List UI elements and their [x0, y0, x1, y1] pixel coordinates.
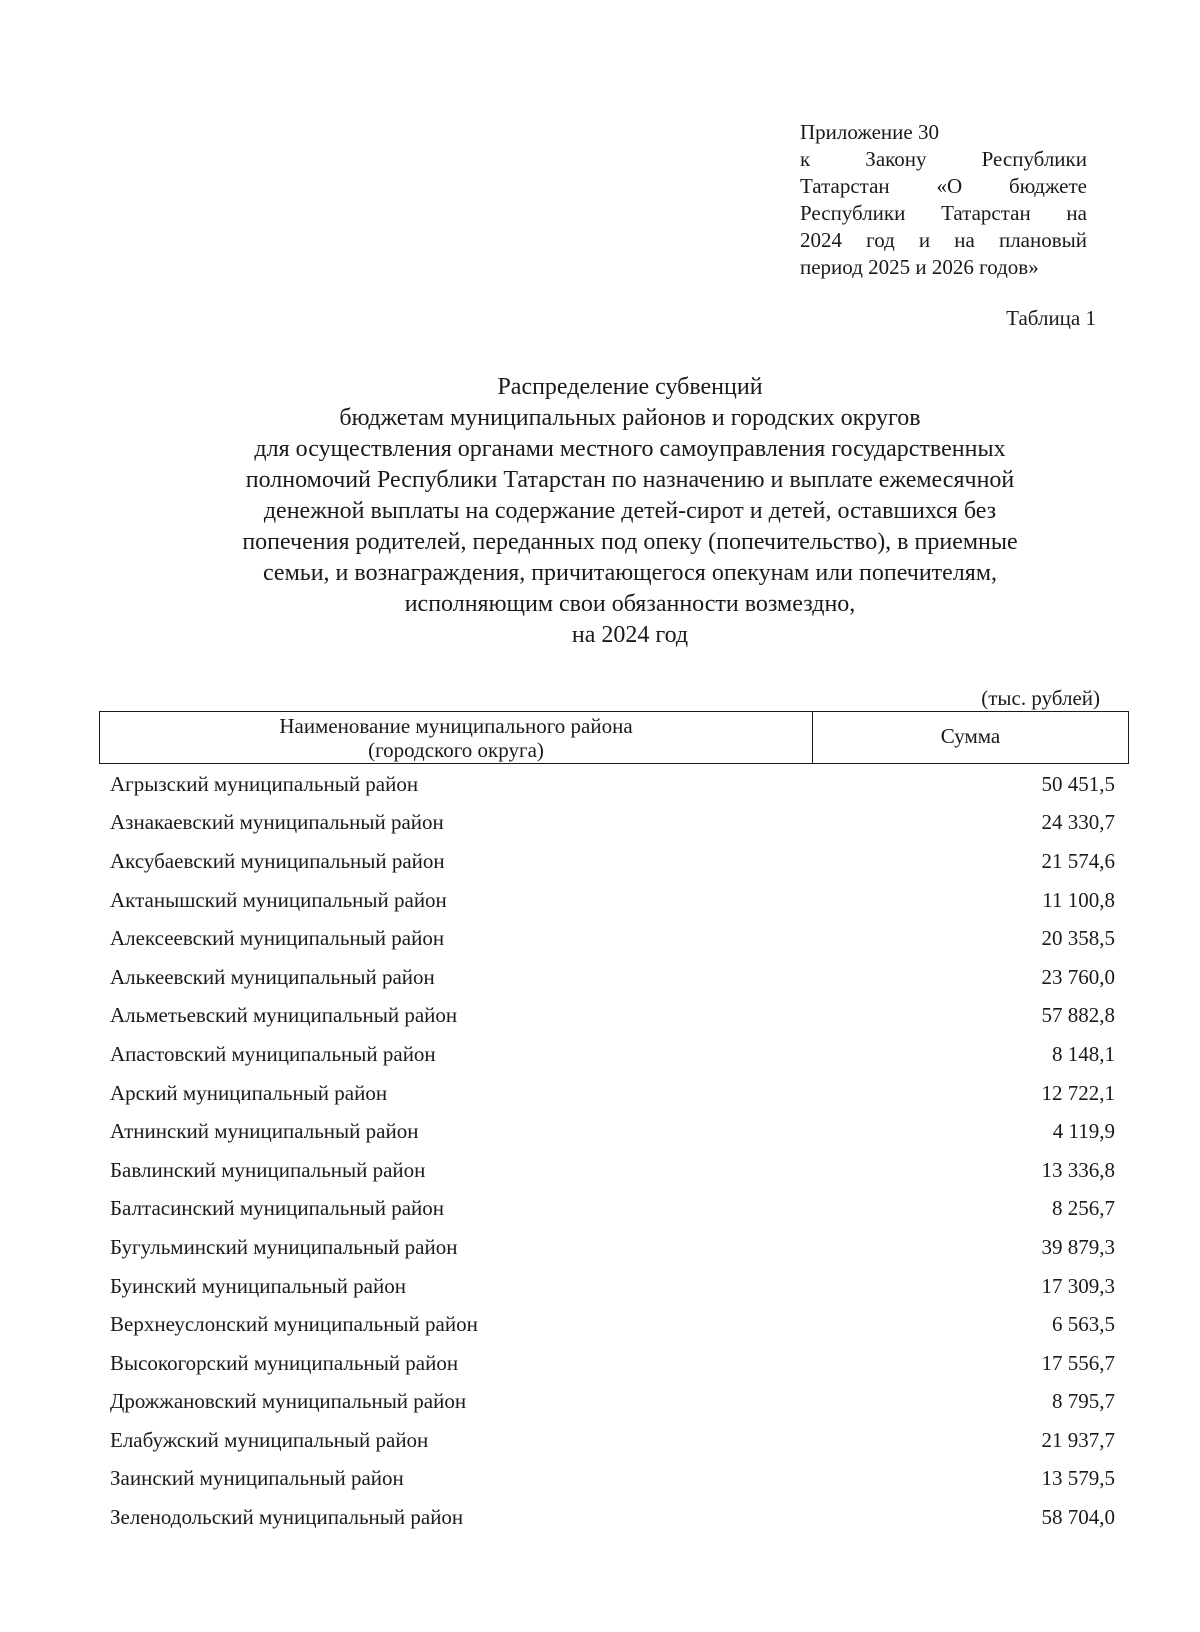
appendix-reference [800, 119, 1087, 281]
title-line: полномочий Республики Татарстан по назначению и выплате ежемесячной [245, 467, 1015, 493]
district-name: Высокогорский муниципальный район [110, 1350, 459, 1375]
appendix-line: Республики Татарстан на [800, 201, 1087, 225]
appendix-line: Татарстан «О бюджете [800, 174, 1087, 198]
table-row [99, 1074, 1129, 1113]
amount-value: 11 100,8 [1042, 887, 1115, 912]
district-name: Арский муниципальный район [110, 1080, 388, 1105]
amount-value: 21 937,7 [1041, 1427, 1115, 1452]
amount-value: 58 704,0 [1041, 1505, 1115, 1530]
table-row [99, 1421, 1129, 1460]
amount-value: 39 879,3 [1041, 1234, 1115, 1259]
title-line: попечения родителей, переданных под опеку (попечительство), в приемные [242, 529, 1018, 555]
table-row [99, 919, 1129, 958]
table-row [99, 1190, 1129, 1229]
district-name: Дрожжановский муниципальный район [110, 1389, 467, 1414]
district-name: Заинский муниципальный район [110, 1466, 404, 1491]
amount-value: 13 579,5 [1041, 1466, 1115, 1491]
table-body [99, 765, 1129, 1537]
table-row [99, 1305, 1129, 1344]
amount-value: 6 563,5 [1052, 1312, 1115, 1337]
table-row [99, 1112, 1129, 1151]
table-row [99, 1460, 1129, 1499]
table-row [99, 997, 1129, 1036]
table-row [99, 1228, 1129, 1267]
district-name: Бавлинский муниципальный район [110, 1157, 426, 1182]
title-line: для осуществления органами местного самоуправления государственных [254, 436, 1006, 462]
amount-value: 20 358,5 [1041, 926, 1115, 951]
district-name: Буинский муниципальный район [110, 1273, 406, 1298]
amount-value: 57 882,8 [1041, 1003, 1115, 1028]
title-line: Распределение субвенций [497, 374, 763, 400]
district-name: Актанышский муниципальный район [110, 887, 447, 912]
amount-value: 24 330,7 [1041, 810, 1115, 835]
amount-value: 8 256,7 [1052, 1196, 1115, 1221]
header-sum-cell: Сумма [940, 724, 1001, 748]
title-line: семьи, и вознаграждения, причитающегося опекунам или попечителям, [262, 560, 998, 586]
title-line: денежной выплаты на содержание детей-сирот и детей, оставшихся без [263, 498, 997, 524]
amount-value: 23 760,0 [1041, 964, 1115, 989]
amount-value: 13 336,8 [1041, 1157, 1115, 1182]
amount-value: 4 119,9 [1052, 1119, 1115, 1144]
amount-value: 17 556,7 [1041, 1350, 1115, 1375]
table-header [99, 711, 1129, 764]
district-name: Апастовский муниципальный район [110, 1041, 436, 1066]
header-name-cell [100, 712, 813, 763]
appendix-line: к Закону Республики [800, 147, 1087, 171]
table-row [99, 1344, 1129, 1383]
amount-value: 8 795,7 [1052, 1389, 1115, 1414]
amount-value: 8 148,1 [1052, 1041, 1115, 1066]
district-name: Алькеевский муниципальный район [110, 964, 435, 989]
district-name: Алексеевский муниципальный район [110, 926, 445, 951]
table-row [99, 1035, 1129, 1074]
table-label: Таблица 1 [1006, 306, 1096, 330]
appendix-line: 2024 год и на плановый [800, 228, 1087, 252]
district-name: Елабужский муниципальный район [110, 1427, 429, 1452]
title-line: на 2024 год [571, 622, 689, 648]
table-row [99, 804, 1129, 843]
district-name: Альметьевский муниципальный район [110, 1003, 458, 1028]
district-name: Атнинский муниципальный район [110, 1119, 419, 1144]
units-label: (тыс. рублей) [981, 686, 1100, 710]
header-name-line: Наименование муниципального района [279, 714, 633, 738]
header-name-line: (городского округа) [368, 738, 544, 762]
district-name: Верхнеуслонский муниципальный район [110, 1312, 478, 1337]
title-line: бюджетам муниципальных районов и городских округов [339, 405, 921, 431]
document-title [140, 372, 1120, 651]
amount-value: 21 574,6 [1041, 848, 1115, 873]
appendix-line: период 2025 и 2026 годов» [800, 255, 1039, 279]
district-name: Зеленодольский муниципальный район [110, 1505, 464, 1530]
table-row [99, 1267, 1129, 1306]
table-row [99, 1151, 1129, 1190]
amount-value: 50 451,5 [1041, 771, 1115, 796]
district-name: Азнакаевский муниципальный район [110, 810, 444, 835]
district-name: Аксубаевский муниципальный район [110, 848, 445, 873]
amount-value: 17 309,3 [1041, 1273, 1115, 1298]
district-name: Балтасинский муниципальный район [110, 1196, 445, 1221]
district-name: Бугульминский муниципальный район [110, 1234, 458, 1259]
table-row [99, 1383, 1129, 1422]
district-name: Агрызский муниципальный район [110, 771, 419, 796]
amount-value: 12 722,1 [1041, 1080, 1115, 1105]
title-line: исполняющим свои обязанности возмездно, [404, 591, 856, 617]
table-row [99, 881, 1129, 920]
table-row [99, 842, 1129, 881]
table-row [99, 958, 1129, 997]
table-row [99, 765, 1129, 804]
appendix-line: Приложение 30 [800, 120, 939, 144]
table-row [99, 1498, 1129, 1537]
